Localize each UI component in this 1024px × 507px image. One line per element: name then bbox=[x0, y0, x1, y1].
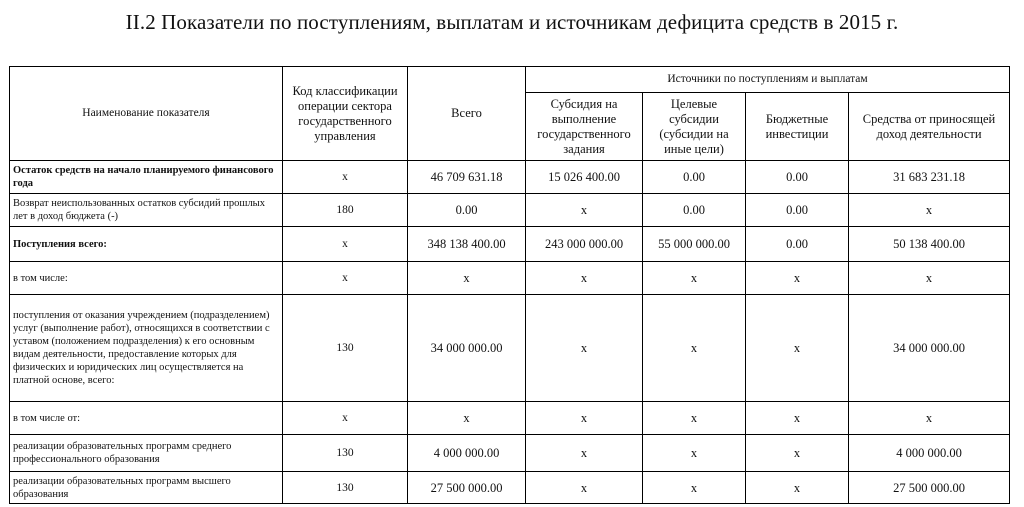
row-code: x bbox=[283, 161, 408, 194]
row-name: Поступления всего: bbox=[10, 227, 283, 262]
finance-table bbox=[9, 66, 1010, 504]
row-total: x bbox=[408, 262, 526, 295]
row-name: реализации образовательных программ высшего образования bbox=[10, 472, 283, 504]
row-budget-investment: 0.00 bbox=[746, 161, 849, 194]
row-income-activity: x bbox=[849, 262, 1010, 295]
table-row bbox=[10, 472, 1010, 504]
header-subsidy-task: Субсидия на выполнение государственного задания bbox=[526, 93, 643, 161]
row-code: 130 bbox=[283, 295, 408, 402]
table-row bbox=[10, 435, 1010, 472]
row-code: 180 bbox=[283, 194, 408, 227]
row-name: в том числе: bbox=[10, 262, 283, 295]
row-name: реализации образовательных программ среднего профессионального образования bbox=[10, 435, 283, 472]
row-code: x bbox=[283, 402, 408, 435]
row-target-subsidy: 55 000 000.00 bbox=[643, 227, 746, 262]
header-total: Всего bbox=[408, 67, 526, 161]
row-total: 46 709 631.18 bbox=[408, 161, 526, 194]
row-subsidy-task: 15 026 400.00 bbox=[526, 161, 643, 194]
row-subsidy-task: 243 000 000.00 bbox=[526, 227, 643, 262]
header-code: Код классификации операции сектора государственного управления bbox=[283, 67, 408, 161]
row-budget-investment: 0.00 bbox=[746, 227, 849, 262]
row-budget-investment: x bbox=[746, 402, 849, 435]
row-income-activity: 34 000 000.00 bbox=[849, 295, 1010, 402]
row-name: в том числе от: bbox=[10, 402, 283, 435]
table-row bbox=[10, 262, 1010, 295]
table-row bbox=[10, 402, 1010, 435]
row-income-activity: 4 000 000.00 bbox=[849, 435, 1010, 472]
row-target-subsidy: x bbox=[643, 472, 746, 504]
row-budget-investment: x bbox=[746, 295, 849, 402]
row-subsidy-task: x bbox=[526, 435, 643, 472]
row-subsidy-task: x bbox=[526, 472, 643, 504]
row-total: x bbox=[408, 402, 526, 435]
row-income-activity: 31 683 231.18 bbox=[849, 161, 1010, 194]
row-total: 4 000 000.00 bbox=[408, 435, 526, 472]
row-code: 130 bbox=[283, 435, 408, 472]
row-code: 130 bbox=[283, 472, 408, 504]
table-row bbox=[10, 227, 1010, 262]
table-row bbox=[10, 295, 1010, 402]
row-total: 0.00 bbox=[408, 194, 526, 227]
row-target-subsidy: 0.00 bbox=[643, 194, 746, 227]
row-target-subsidy: x bbox=[643, 402, 746, 435]
row-budget-investment: x bbox=[746, 262, 849, 295]
row-income-activity: x bbox=[849, 194, 1010, 227]
header-income-activity: Средства от приносящей доход деятельности bbox=[849, 93, 1010, 161]
row-code: x bbox=[283, 262, 408, 295]
row-name: поступления от оказания учреждением (подразделением) услуг (выполнение работ), относящихся в соответствии с уставом (положением подразделения) к его основным видам деятельности, предоставление которых для физических и юридических лиц осуществляется на платной основе, всего: bbox=[10, 295, 283, 402]
row-target-subsidy: x bbox=[643, 435, 746, 472]
row-code: x bbox=[283, 227, 408, 262]
row-total: 34 000 000.00 bbox=[408, 295, 526, 402]
row-name: Остаток средств на начало планируемого финансового года bbox=[10, 161, 283, 194]
row-subsidy-task: x bbox=[526, 295, 643, 402]
table-row bbox=[10, 161, 1010, 194]
row-total: 348 138 400.00 bbox=[408, 227, 526, 262]
row-target-subsidy: x bbox=[643, 262, 746, 295]
table-row bbox=[10, 194, 1010, 227]
row-budget-investment: x bbox=[746, 472, 849, 504]
page-title: II.2 Показатели по поступлениям, выплатам и источникам дефицита средств в 2015 г. bbox=[125, 10, 899, 34]
header-sources-group: Источники по поступлениям и выплатам bbox=[526, 67, 1010, 93]
row-budget-investment: 0.00 bbox=[746, 194, 849, 227]
header-budget-investment: Бюджетные инвестиции bbox=[746, 93, 849, 161]
row-target-subsidy: 0.00 bbox=[643, 161, 746, 194]
row-subsidy-task: x bbox=[526, 402, 643, 435]
row-name: Возврат неиспользованных остатков субсидий прошлых лет в доход бюджета (-) bbox=[10, 194, 283, 227]
row-subsidy-task: x bbox=[526, 194, 643, 227]
row-income-activity: 50 138 400.00 bbox=[849, 227, 1010, 262]
row-income-activity: 27 500 000.00 bbox=[849, 472, 1010, 504]
header-name: Наименование показателя bbox=[10, 67, 283, 161]
row-subsidy-task: x bbox=[526, 262, 643, 295]
row-budget-investment: x bbox=[746, 435, 849, 472]
row-target-subsidy: x bbox=[643, 295, 746, 402]
row-income-activity: x bbox=[849, 402, 1010, 435]
header-target-subsidy: Целевые субсидии (субсидии на иные цели) bbox=[643, 93, 746, 161]
row-total: 27 500 000.00 bbox=[408, 472, 526, 504]
